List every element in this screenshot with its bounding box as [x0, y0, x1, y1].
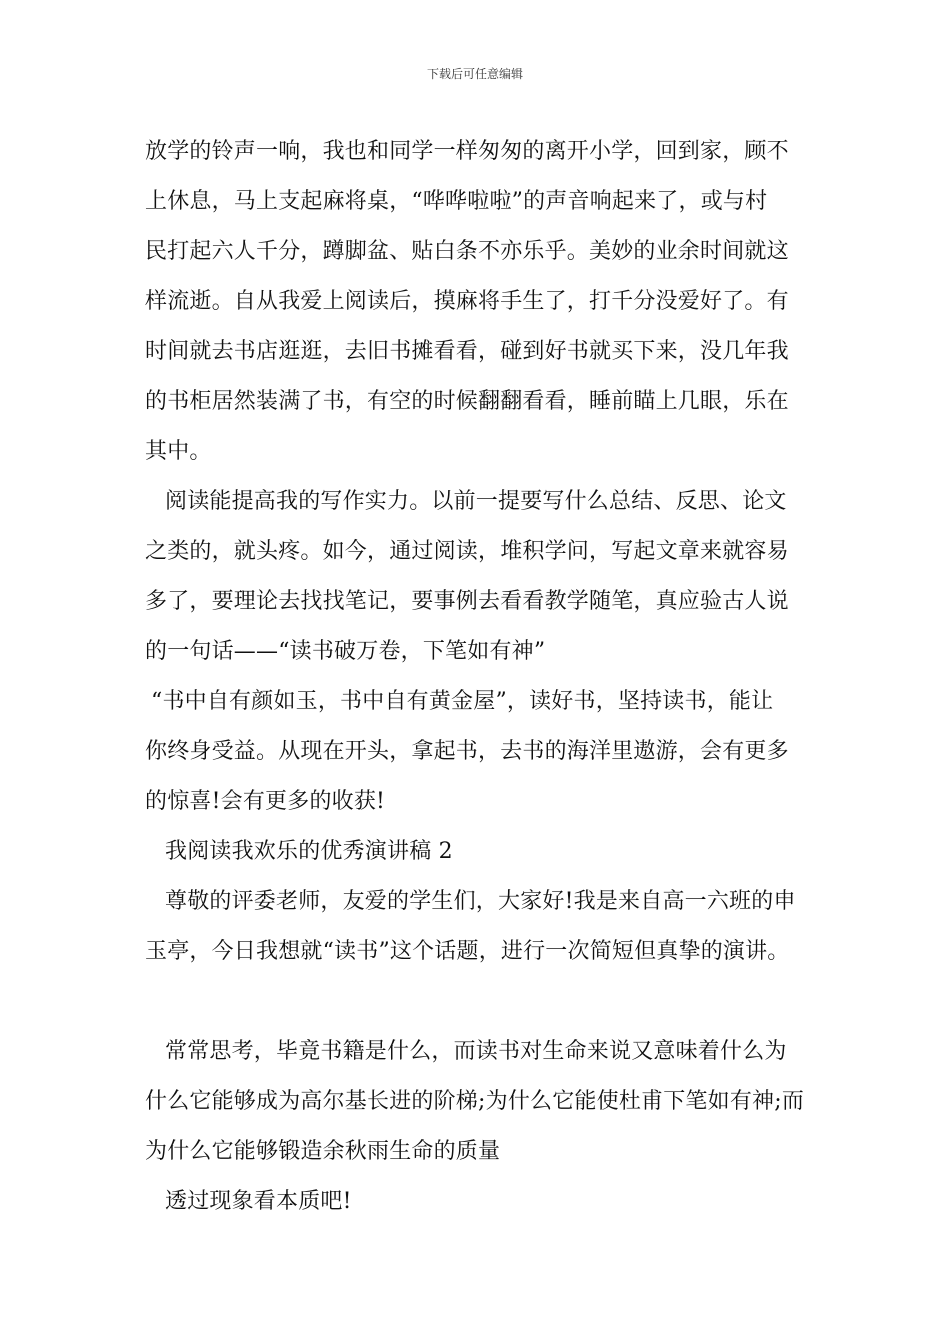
text-line: 之类的，就头疼。如今，通过阅读，堆积学问，写起文章来就容易 — [145, 539, 789, 564]
blank-line — [145, 977, 825, 1027]
text-line: 你终身受益。从现在开头，拿起书，去书的海洋里遨游，会有更多 — [145, 739, 789, 764]
text-line: 常常思考，毕竟书籍是什么，而读书对生命来说又意味着什么为 — [165, 1039, 787, 1064]
section-heading — [145, 827, 825, 877]
text-line: 样流逝。自从我爱上阅读后，摸麻将手生了，打千分没爱好了。有 — [145, 289, 789, 314]
paragraph-4 — [145, 877, 825, 977]
text-line: “书中自有颜如玉，书中自有黄金屋”，读好书，坚持读书，能让 — [151, 689, 774, 714]
text-line: 多了，要理论去找找笔记，要事例去看看教学随笔，真应验古人说 — [145, 589, 789, 614]
text-line: 其中。 — [145, 439, 212, 464]
document-body — [145, 127, 825, 1227]
text-line: 民打起六人千分，蹲脚盆、贴白条不亦乐乎。美妙的业余时间就这 — [145, 239, 789, 264]
text-line: 的书柜居然装满了书，有空的时候翻翻看看，睡前瞄上几眼，乐在 — [145, 389, 789, 414]
text-line: 上休息，马上支起麻将桌，“哗哗啦啦”的声音响起来了，或与村 — [145, 189, 768, 214]
text-line: 玉亭，今日我想就“读书”这个话题，进行一次简短但真挚的演讲。 — [145, 939, 790, 964]
page-header: 下载后可任意编辑 — [426, 67, 523, 81]
paragraph-1 — [145, 127, 825, 477]
text-line: 为什么它能够锻造余秋雨生命的质量 — [145, 1139, 501, 1164]
text-line: 透过现象看本质吧! — [165, 1189, 352, 1214]
text-line: 的惊喜!会有更多的收获! — [145, 789, 386, 814]
text-line: 阅读能提高我的写作实力。以前一提要写什么总结、反思、论文 — [165, 489, 787, 514]
paragraph-6 — [145, 1177, 825, 1227]
text-line: 放学的铃声一响，我也和同学一样匆匆的离开小学，回到家，顾不 — [145, 139, 789, 164]
text-line: 什么它能够成为高尔基长进的阶梯;为什么它能使杜甫下笔如有神;而 — [145, 1089, 805, 1114]
text-line: 的一句话——“读书破万卷，下笔如有神” — [145, 639, 546, 664]
text-line: 尊敬的评委老师，友爱的学生们，大家好!我是来自高一六班的申 — [165, 889, 796, 914]
paragraph-5 — [145, 1027, 825, 1177]
text-line: 时间就去书店逛逛，去旧书摊看看，碰到好书就买下来，没几年我 — [145, 339, 789, 364]
speech-title: 我阅读我欢乐的优秀演讲稿 2 — [165, 839, 453, 864]
paragraph-3 — [145, 677, 825, 827]
paragraph-2 — [145, 477, 825, 677]
